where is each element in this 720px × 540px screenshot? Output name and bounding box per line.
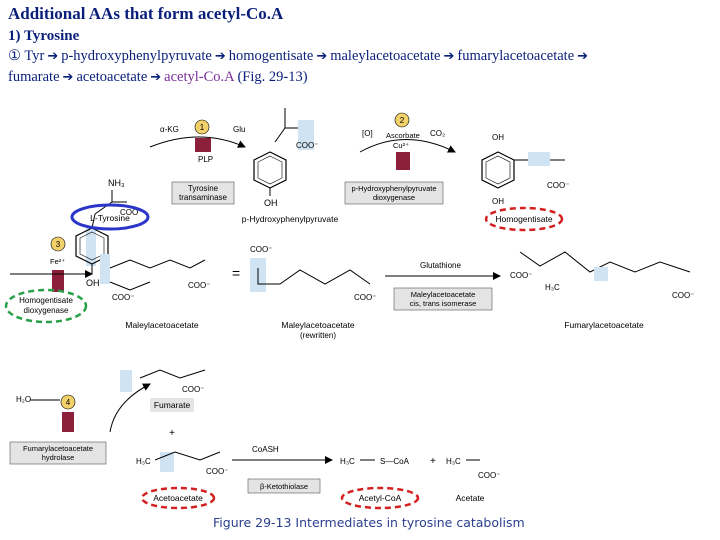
- pathway-step: p-hydroxyphenylpyruvate: [61, 48, 212, 64]
- compound-label: Maleylacetoacetate: [125, 320, 199, 330]
- enzyme-marker: [195, 138, 211, 152]
- arrow-right-icon: ➔: [62, 70, 74, 85]
- pathway-text: [8, 46, 712, 88]
- compound-label: Acetyl-CoA: [358, 493, 402, 503]
- step-number: 2: [399, 116, 405, 125]
- compound-label: L-Tyrosine: [90, 213, 130, 223]
- step-number: 3: [55, 240, 61, 249]
- atom-label: COO⁻: [188, 281, 211, 290]
- atom-label: COO⁻: [206, 467, 229, 476]
- enzyme-label: hydrolase: [41, 453, 75, 462]
- atom-label: COO⁻: [182, 385, 205, 394]
- homogentisate-structure: [482, 133, 569, 206]
- arrow-right-icon: ➔: [577, 49, 589, 64]
- enzyme-label: Fumarylacetoacetate: [22, 444, 94, 453]
- plus-sign: +: [169, 428, 175, 439]
- compound-label: Fumarate: [153, 400, 191, 410]
- compound-label: Acetate: [455, 493, 485, 503]
- atom-label: OH: [492, 133, 504, 142]
- reagent-label: Glu: [233, 125, 246, 134]
- arrow-right-icon: ➔: [47, 49, 59, 64]
- reagent-label: CoASH: [252, 445, 279, 454]
- enzyme-label: transaminase: [178, 193, 228, 202]
- reagent-label: α-KG: [160, 125, 179, 134]
- tyrosine-catabolism-figure: [0, 102, 720, 512]
- atom-label: COO⁻: [478, 471, 501, 480]
- reagent-label: [O]: [362, 129, 373, 138]
- enzyme-label: dioxygenase: [372, 193, 416, 202]
- reagent-label: H₂O: [16, 395, 32, 404]
- enzyme-marker: [396, 152, 410, 170]
- figure-caption: Figure 29-13 Intermediates in tyrosine catabolism: [213, 515, 525, 530]
- reagent-label: Ascorbate: [386, 131, 420, 140]
- pathway-step: maleylacetoacetate: [330, 48, 441, 64]
- compound-label: p-Hydroxyphenylpyruvate: [241, 214, 339, 224]
- reagent-label: Glutathione: [420, 261, 461, 270]
- atom-label: S—CoA: [380, 457, 409, 466]
- reagent-label: Fe²⁺: [50, 257, 66, 266]
- reagent-label: PLP: [198, 155, 214, 164]
- hpp-structure: [254, 108, 318, 208]
- compound-label: Acetoacetate: [153, 493, 203, 503]
- circled-number: ①: [8, 48, 21, 64]
- atom-label: NH₃: [108, 178, 125, 188]
- section-subtitle: 1) Tyrosine: [8, 28, 80, 44]
- enzyme-label: Homogentisate: [19, 296, 73, 305]
- compound-label: Maleylacetoacetate: [281, 320, 355, 330]
- pathway-final: acetyl-Co.A: [164, 69, 234, 85]
- atom-label: H₃C: [545, 283, 560, 292]
- enzyme-label: Maleylacetoacetate: [410, 290, 476, 299]
- step-number: 1: [199, 123, 205, 132]
- reagent-label: CO₂: [430, 129, 446, 138]
- enzyme-label: dioxygenase: [23, 306, 69, 315]
- pathway-step: fumarylacetoacetate: [457, 48, 575, 64]
- atom-label: COO⁻: [672, 291, 695, 300]
- atom-label: COO⁻: [112, 293, 135, 302]
- atom-label: OH: [86, 278, 100, 288]
- arrow-right-icon: ➔: [214, 49, 226, 64]
- arrow-right-icon: ➔: [443, 49, 455, 64]
- arrow-right-icon: ➔: [316, 49, 328, 64]
- atom-label: H₃C: [340, 457, 355, 466]
- fumarate-structure: [120, 370, 205, 394]
- acetoacetate-structure: [136, 452, 228, 476]
- atom-label: H₃C: [136, 457, 151, 466]
- atom-label: H₃C: [446, 457, 461, 466]
- enzyme-label: cis, trans isomerase: [409, 299, 477, 308]
- enzyme-label: Tyrosine: [187, 184, 219, 193]
- compound-label: Fumarylacetoacetate: [564, 320, 644, 330]
- enzyme-label: p-Hydroxyphenylpyruvate: [351, 184, 437, 193]
- equals-sign: =: [232, 265, 241, 281]
- figure-reference: (Fig. 29-13): [237, 69, 308, 85]
- atom-label: COO⁻: [296, 141, 319, 150]
- atom-label: COO⁻: [510, 271, 533, 280]
- enzyme-marker: [62, 412, 74, 432]
- atom-label: COO⁻: [250, 245, 273, 254]
- pathway-step: acetoacetate: [76, 69, 148, 85]
- enzyme-marker: [52, 270, 64, 292]
- reagent-label: Cu²⁺: [393, 141, 410, 150]
- acetyl-coa-structure: [340, 457, 410, 466]
- atom-label: COO⁻: [120, 208, 143, 217]
- compound-note: (rewritten): [299, 331, 337, 340]
- maleylacetoacetate-rewritten-structure: [250, 245, 376, 302]
- atom-label: OH: [264, 198, 278, 208]
- compound-label: Homogentisate: [495, 214, 553, 224]
- page-title: Additional AAs that form acetyl-Co.A: [8, 4, 284, 23]
- fumarylacetoacetate-structure: [510, 252, 694, 300]
- atom-label: COO⁻: [354, 293, 377, 302]
- step-number: 4: [65, 398, 71, 407]
- plus-sign: +: [430, 456, 436, 467]
- pathway-step: homogentisate: [228, 48, 314, 64]
- atom-label: OH: [492, 197, 504, 206]
- arrow-right-icon: ➔: [150, 70, 162, 85]
- maleylacetoacetate-structure: [100, 254, 210, 302]
- pathway-step: fumarate: [8, 69, 60, 85]
- enzyme-label: β-Ketothiolase: [259, 482, 309, 491]
- atom-label: COO⁻: [547, 181, 570, 190]
- pathway-step: Tyr: [24, 48, 45, 64]
- acetate-structure: [446, 457, 500, 480]
